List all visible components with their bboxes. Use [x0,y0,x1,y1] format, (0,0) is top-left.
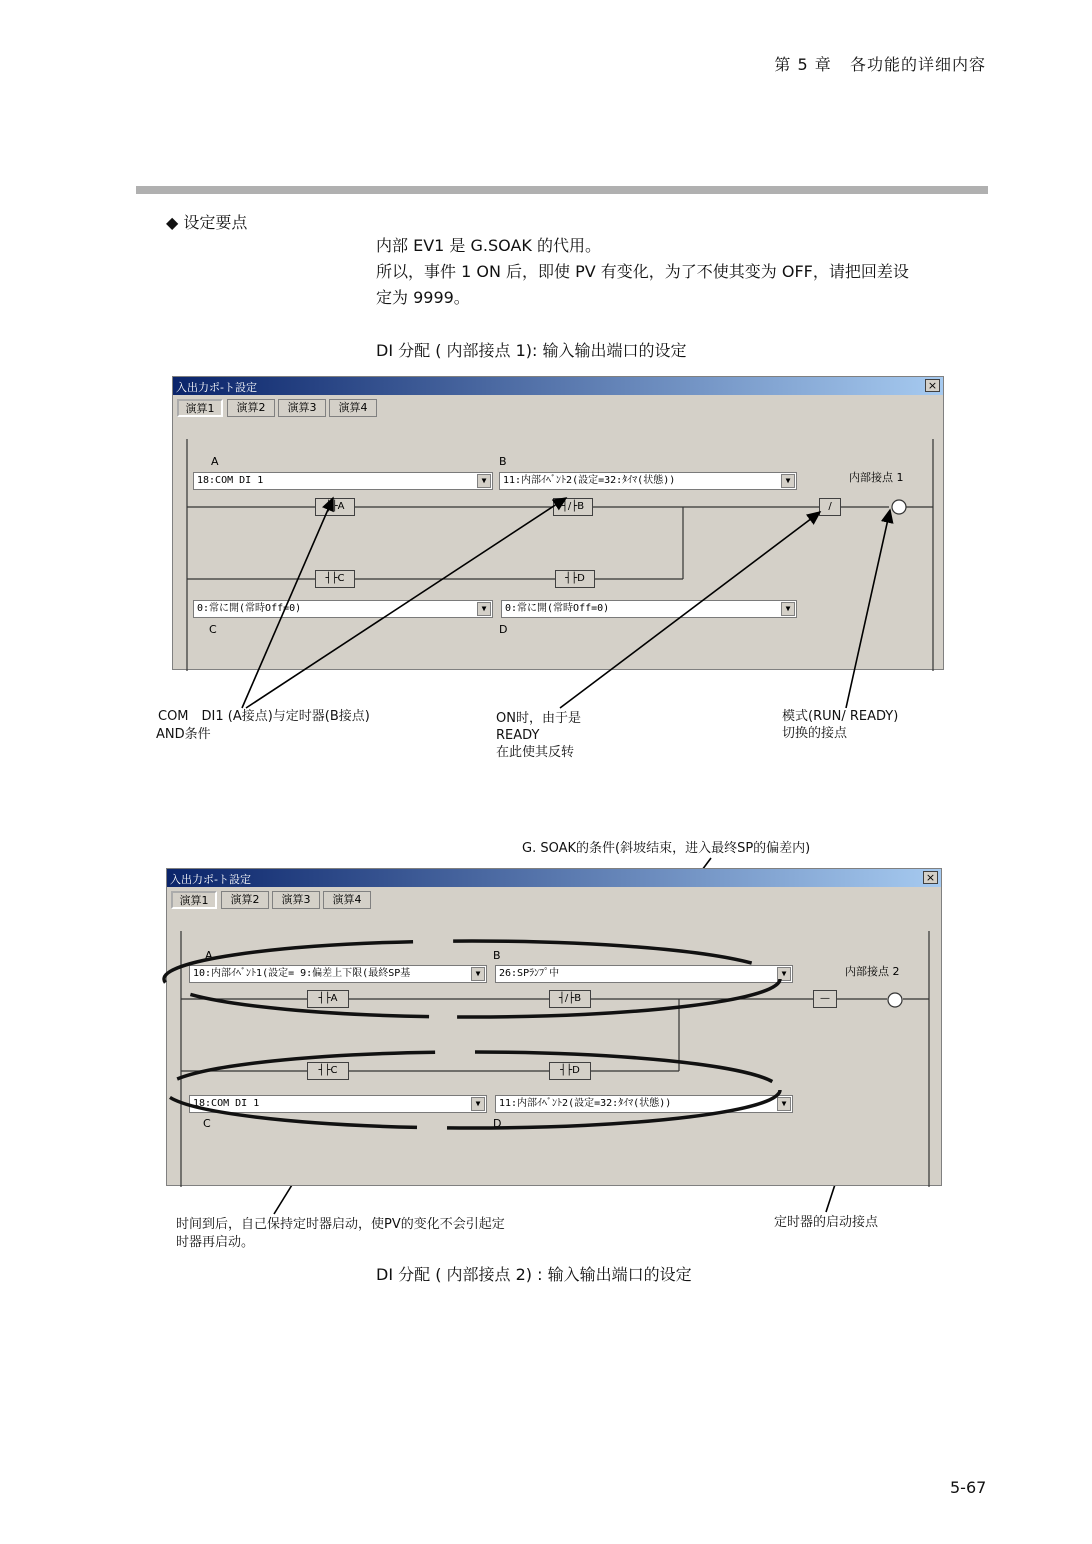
fig2-window [166,868,942,1186]
fig1-annotation-right-2: 切换的接点 [782,726,848,741]
chevron-down-icon[interactable]: ▼ [471,1097,485,1111]
body-line-1: 内部 EV1 是 G.SOAK 的代用。 [376,236,601,255]
chapter-title: 各功能的详细内容 [849,55,986,74]
fig1-contact-d[interactable]: ┤├D [555,570,595,588]
fig1-dropdown-c-value: 0:常に開(常時Off=0) [197,603,302,614]
fig1-dropdown-d[interactable] [501,600,797,618]
fig2-tab-3[interactable]: 演算3 [272,891,320,909]
chapter-header [774,52,986,75]
fig2-label-a: A [205,949,213,962]
fig1-tab-4[interactable]: 演算4 [329,399,377,417]
fig1-label-c: C [209,623,217,636]
fig2-top-annotation: G. SOAK的条件(斜坡结束，进入最终SP的偏差内) [522,841,811,856]
fig2-annotation-left-2: 时器再启动。 [176,1235,255,1250]
fig2-contact-b[interactable]: ┤/├B [549,990,591,1008]
chevron-down-icon[interactable]: ▼ [477,602,491,616]
fig1-dropdown-b[interactable] [499,472,797,490]
fig2-dropdown-b-value: 26:SPﾗﾝﾌﾟ中 [499,968,560,979]
chapter-number: 第 5 章 [774,55,832,74]
chevron-down-icon[interactable]: ▼ [781,474,795,488]
fig2-window-title: 入出力ポ-ト設定 [170,873,251,886]
fig1-annotation-left-1: COM DI1 (A接点)与定时器(B接点) [158,709,370,724]
fig1-annotation-mid-3: 在此使其反转 [496,745,575,760]
page-number: 5-67 [950,1478,987,1497]
fig1-output-contact[interactable]: / [819,498,841,516]
fig2-dropdown-c[interactable] [189,1095,487,1113]
fig2-dropdown-d-value: 11:内部ｲﾍﾞﾝﾄ2(設定=32:ﾀｲﾏ(状態)) [499,1098,672,1109]
fig1-window [172,376,944,670]
fig1-annotation-mid-2: READY [496,728,540,743]
fig1-annotation-mid-1: ON时，由于是 [496,711,581,726]
fig1-annotation-left-2: AND条件 [156,727,211,742]
chevron-down-icon[interactable]: ▼ [781,602,795,616]
fig2-output-contact[interactable]: — [813,990,837,1008]
section-heading-text: 设定要点 [183,213,248,232]
fig1-label-b: B [499,455,507,468]
fig1-tab-1[interactable]: 演算1 [177,399,223,417]
fig2-ladder-lines [167,869,943,1187]
fig1-tab-3[interactable]: 演算3 [278,399,326,417]
fig1-annotation-right-1: 模式(RUN/ READY) [782,709,899,724]
fig2-label-c: C [203,1117,211,1130]
fig1-label-a: A [211,455,219,468]
fig2-label-d: D [493,1117,502,1130]
fig2-tab-4[interactable]: 演算4 [323,891,371,909]
fig2-dropdown-b[interactable] [495,965,793,983]
fig2-output-label: 内部接点 2 [845,965,900,978]
fig2-dropdown-c-value: 18:COM DI 1 [193,1098,260,1109]
chevron-down-icon[interactable]: ▼ [777,1097,791,1111]
fig2-contact-c[interactable]: ┤├C [307,1062,349,1080]
fig1-tab-2[interactable]: 演算2 [227,399,275,417]
fig1-dropdown-a[interactable] [193,472,493,490]
fig2-tab-1[interactable]: 演算1 [171,891,217,909]
fig1-contact-c[interactable]: ┤├C [315,570,355,588]
fig2-annotation-left-1: 时间到后，自己保持定时器启动，使PV的变化不会引起定 [176,1217,505,1232]
fig1-contact-a[interactable]: ┤├A [315,498,355,516]
fig1-dropdown-a-value: 18:COM DI 1 [197,475,264,486]
fig1-output-label: 内部接点 1 [849,471,904,484]
section-rule [136,186,988,194]
fig1-ladder-lines [173,377,945,671]
fig2-dropdown-a-value: 10:内部ｲﾍﾞﾝﾄ1(設定= 9:偏差上下限(最終SP基 [193,968,411,979]
chevron-down-icon[interactable]: ▼ [477,474,491,488]
fig2-tab-2[interactable]: 演算2 [221,891,269,909]
chevron-down-icon[interactable]: ▼ [777,967,791,981]
fig1-dropdown-c[interactable] [193,600,493,618]
fig2-contact-d[interactable]: ┤├D [549,1062,591,1080]
fig1-dropdown-d-value: 0:常に開(常時Off=0) [505,603,610,614]
body-line-2: 所以，事件 1 ON 后，即使 PV 有变化，为了不使其变为 OFF，请把回差设 [376,262,909,281]
chevron-down-icon[interactable]: ▼ [471,967,485,981]
fig1-contact-b[interactable]: ┤/├B [553,498,593,516]
diamond-bullet-icon: ◆ [166,213,179,232]
fig2-caption: DI 分配 ( 内部接点 2) : 输入输出端口的设定 [376,1265,692,1284]
fig2-annotation-right: 定时器的启动接点 [774,1215,879,1230]
fig1-close-icon[interactable]: × [925,379,940,392]
fig1-label-d: D [499,623,508,636]
fig2-close-icon[interactable]: × [923,871,938,884]
section-heading [166,210,247,233]
fig1-window-title: 入出力ポ-ト設定 [176,381,257,394]
fig1-dropdown-b-value: 11:内部ｲﾍﾞﾝﾄ2(設定=32:ﾀｲﾏ(状態)) [503,475,676,486]
fig2-label-b: B [493,949,501,962]
fig2-dropdown-d[interactable] [495,1095,793,1113]
body-line-3: 定为 9999。 [376,288,470,307]
fig2-contact-a[interactable]: ┤├A [307,990,349,1008]
fig2-dropdown-a[interactable] [189,965,487,983]
fig1-caption: DI 分配 ( 内部接点 1): 输入输出端口的设定 [376,341,687,360]
